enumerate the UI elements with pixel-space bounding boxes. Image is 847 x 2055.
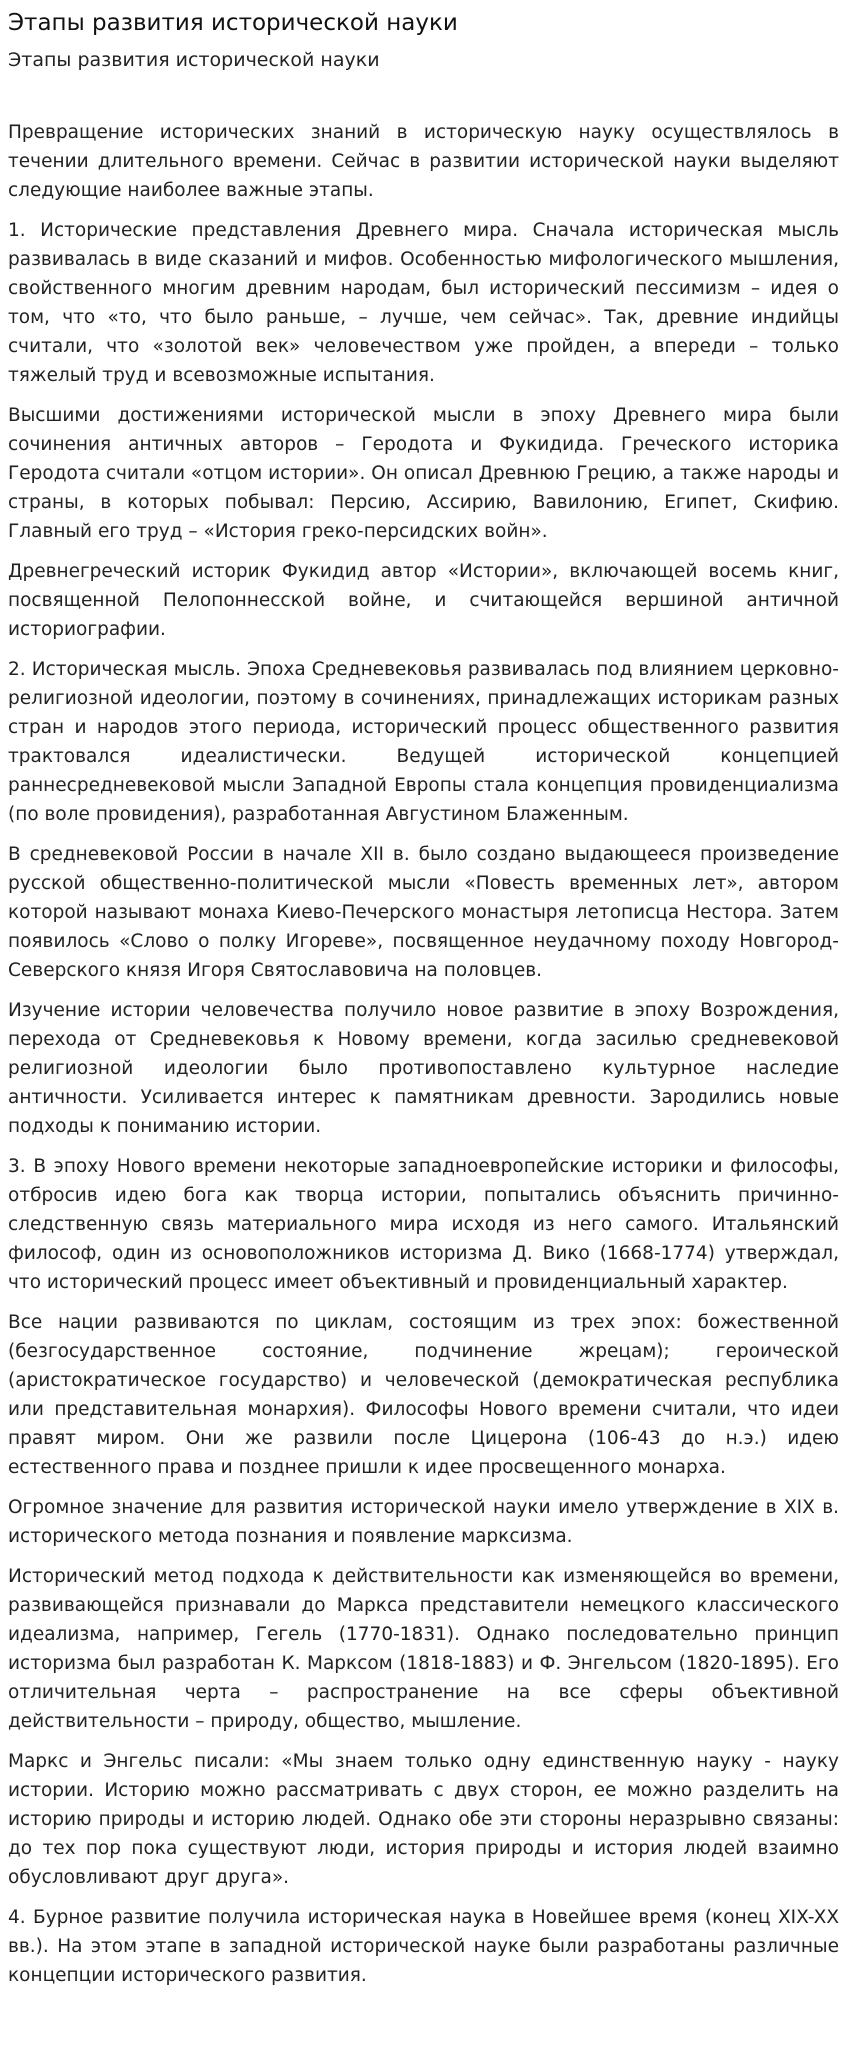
paragraph-renaissance: Изучение истории человечества получило новое развитие в эпоху Возрождения, перехода от Средневековья к Новому времени, когда засилью средневековой религиозной идеологии было противопоставлено культурное наследие античности. Усиливается интерес к памятникам древности. Зародились новые подходы к пониманию истории.	[8, 1000, 839, 1137]
paragraph-modern-era: 3. В эпоху Нового времени некоторые западноевропейские историки и философы, отбросив идею бога как творца истории, попытались объяснить причинно-следственную связь материального мира исходя из него самого. Итальянский философ, один из основоположников историзма Д. Вико (1668-1774) утверждал, что исторический процесс имеет объективный и провиденциальный характер.	[8, 1156, 839, 1293]
paragraph-ancient-world: 1. Исторические представления Древнего мира. Сначала историческая мысль развивалась в виде сказаний и мифов. Особенностью мифологического мышления, свойственного многим древним народам, был исторический пессимизм – идея о том, что «то, что было раньше, – лучше, чем сейчас». Так, древние индийцы считали, что «золотой век» человечеством уже пройден, а впереди – только тяжелый труд и всевозможные испытания.	[8, 220, 839, 386]
paragraph-thucydides: Древнегреческий историк Фукидид автор «Истории», включающей восемь книг, посвященной Пелопоннесской войне, и считающейся вершиной античной историографии.	[8, 561, 839, 640]
paragraph-marx-engels-quote: Маркс и Энгельс писали: «Мы знаем только одну единственную науку - науку истории. Историю можно рассматривать с двух сторон, ее можно разделить на историю природы и историю людей. Однако обе эти стороны неразрывно связаны: до тех пор пока существуют люди, история природы и история людей взаимно обусловливают друг друга».	[8, 1751, 839, 1888]
paragraph-historicism: Исторический метод подхода к действительности как изменяющейся во времени, развивающейся признавали до Маркса представители немецкого классического идеализма, например, Гегель (1770-1831). Однако последовательно принцип историзма был разработан К. Марксом (1818-1883) и Ф. Энгельсом (1820-1895). Его отличительная черта – распространение на все сферы объективной действительности – природу, общество, мышление.	[8, 1566, 839, 1732]
page-title: Этапы развития исторической науки	[8, 10, 458, 36]
article-body	[8, 118, 839, 1990]
paragraph-medieval-russia: В средневековой России в начале XII в. было создано выдающееся произведение русской общественно-политической мысли «Повесть временных лет», автором которой называют монаха Киево-Печерского монастыря летописца Нестора. Затем появилось «Слово о полку Игореве», посвященное неудачному походу Новгород-Северского князя Игоря Святославовича на половцев.	[8, 844, 839, 981]
paragraph-intro: Превращение исторических знаний в историческую науку осуществлялось в течении длительного времени. Сейчас в развитии исторической науки выделяют следующие наиболее важные этапы.	[8, 122, 839, 201]
paragraph-historical-method: Огромное значение для развития исторической науки имело утверждение в XIX в. исторического метода познания и появление марксизма.	[8, 1497, 839, 1547]
paragraph-herodotus: Высшими достижениями исторической мысли в эпоху Древнего мира были сочинения античных авторов – Геродота и Фукидида. Греческого историка Геродота считали «отцом истории». Он описал Древнюю Грецию, а также народы и страны, в которых побывал: Персию, Ассирию, Вавилонию, Египет, Скифию. Главный его труд – «История греко-персидских войн».	[8, 405, 839, 542]
paragraph-nations-cycles: Все нации развиваются по циклам, состоящим из трех эпох: божественной (безгосударственное состояние, подчинение жрецам); героической (аристократическое государство) и человеческой (демократическая республика или представительная монархия). Философы Нового времени считали, что идеи правят миром. Они же развили после Цицерона (106-43 до н.э.) идею естественного права и позднее пришли к идее просвещенного монарха.	[8, 1312, 839, 1478]
paragraph-middle-ages: 2. Историческая мысль. Эпоха Средневековья развивалась под влиянием церковно-религиозной идеологии, поэтому в сочинениях, принадлежащих историкам разных стран и народов этого периода, исторический процесс общественного развития трактовался идеалистически. Ведущей исторической концепцией раннесредневековой мысли Западной Европы стала концепция провиденциализма (по воле провидения), разработанная Августином Блаженным.	[8, 659, 839, 825]
page-subtitle: Этапы развития исторической науки	[8, 49, 380, 71]
paragraph-newest-time: 4. Бурное развитие получила историческая наука в Новейшее время (конец XIX-XX вв.). На этом этапе в западной исторической науке были разработаны различные концепции исторического развития.	[8, 1907, 839, 1986]
